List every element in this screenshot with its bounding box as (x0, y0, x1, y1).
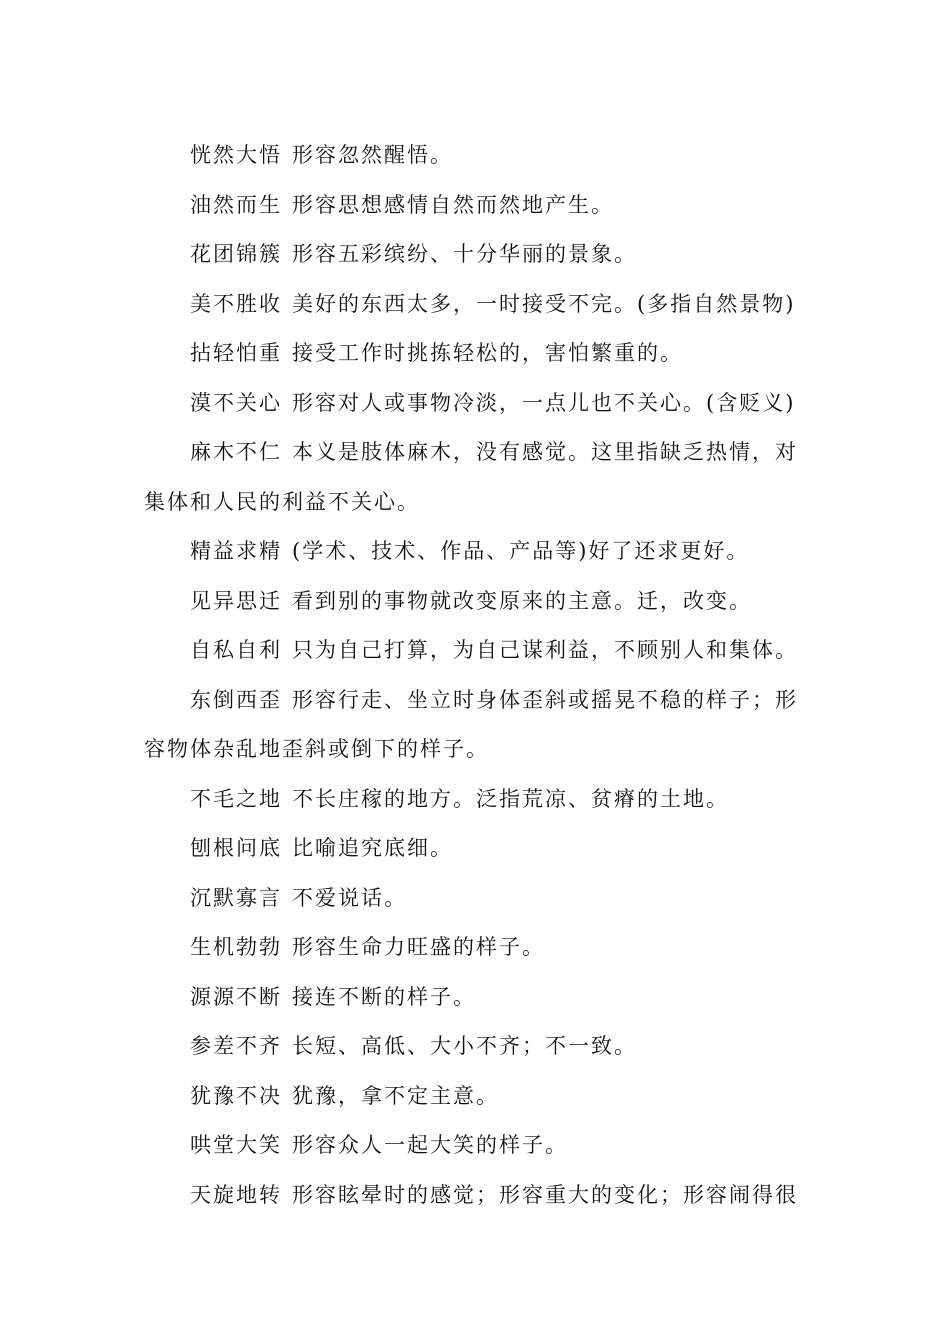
idiom-entry (144, 676, 816, 775)
idiom-term: 犹豫不决 (190, 1083, 282, 1108)
idiom-list (144, 131, 816, 1220)
idiom-definition: 美好的东西太多，一时接受不完。(多指自然景物) (292, 291, 796, 316)
idiom-term: 天旋地转 (190, 1182, 282, 1207)
idiom-entry (144, 577, 816, 627)
idiom-term: 漠不关心 (190, 390, 282, 415)
idiom-term: 精益求精 (190, 539, 282, 563)
idiom-definition: 形容对人或事物冷淡，一点儿也不关心。(含贬义) (292, 390, 796, 415)
idiom-term: 源源不断 (190, 984, 282, 1009)
idiom-entry (144, 1171, 816, 1221)
idiom-term: 油然而生 (190, 192, 282, 217)
idiom-entry (144, 379, 816, 429)
idiom-entry (144, 329, 816, 379)
idiom-entry (144, 775, 816, 825)
idiom-term: 哄堂大笑 (190, 1133, 282, 1157)
idiom-definition: 形容行走、坐立时身体歪斜或摇晃不稳的样子；形容物体杂乱地歪斜或倒下的样子。 (144, 687, 798, 761)
idiom-term: 美不胜收 (190, 291, 282, 316)
idiom-term: 参差不齐 (190, 1034, 282, 1058)
idiom-definition: (学术、技术、作品、产品等)好了还求更好。 (292, 539, 750, 563)
idiom-entry (144, 181, 816, 231)
idiom-entry (144, 923, 816, 973)
idiom-term: 沉默寡言 (190, 885, 282, 910)
idiom-definition: 形容思想感情自然而然地产生。 (292, 192, 614, 217)
idiom-definition: 不长庄稼的地方。泛指荒凉、贫瘠的土地。 (292, 786, 729, 811)
idiom-entry (144, 973, 816, 1023)
idiom-definition: 不爱说话。 (292, 885, 407, 910)
idiom-term: 东倒西歪 (190, 687, 282, 712)
idiom-term: 拈轻怕重 (190, 341, 282, 365)
idiom-entry (144, 1072, 816, 1122)
idiom-entry (144, 131, 816, 181)
idiom-term: 不毛之地 (190, 786, 282, 811)
idiom-definition: 形容生命力旺盛的样子。 (292, 935, 545, 959)
idiom-term: 花团锦簇 (190, 242, 282, 266)
idiom-term: 见异思迁 (190, 588, 282, 613)
idiom-term: 刨根问底 (190, 836, 282, 860)
idiom-definition: 形容众人一起大笑的样子。 (292, 1133, 568, 1157)
idiom-definition: 本义是肢体麻木，没有感觉。这里指缺乏热情，对集体和人民的利益不关心。 (144, 440, 798, 514)
idiom-entry (144, 1121, 816, 1171)
idiom-term: 自私自利 (190, 638, 282, 662)
idiom-term: 麻木不仁 (190, 440, 282, 464)
idiom-definition: 接连不断的样子。 (292, 984, 476, 1009)
idiom-definition: 看到别的事物就改变原来的主意。迁，改变。 (292, 588, 752, 613)
idiom-term: 生机勃勃 (190, 935, 282, 959)
idiom-definition: 长短、高低、大小不齐；不一致。 (292, 1034, 637, 1058)
idiom-entry (144, 527, 816, 577)
idiom-entry (144, 428, 816, 527)
idiom-entry (144, 230, 816, 280)
idiom-definition: 形容眩晕时的感觉；形容重大的变化；形容闹得很 (292, 1182, 798, 1207)
idiom-entry (144, 1022, 816, 1072)
idiom-entry (144, 626, 816, 676)
idiom-definition: 形容忽然醒悟。 (292, 143, 453, 167)
idiom-entry (144, 874, 816, 924)
idiom-definition: 形容五彩缤纷、十分华丽的景象。 (292, 242, 637, 266)
idiom-definition: 犹豫，拿不定主意。 (292, 1083, 499, 1108)
idiom-definition: 只为自己打算，为自己谋利益，不顾别人和集体。 (292, 638, 798, 662)
idiom-definition: 接受工作时挑拣轻松的，害怕繁重的。 (292, 341, 683, 365)
idiom-entry (144, 280, 816, 330)
idiom-entry (144, 824, 816, 874)
idiom-definition: 比喻追究底细。 (292, 836, 453, 860)
idiom-term: 恍然大悟 (190, 143, 282, 167)
